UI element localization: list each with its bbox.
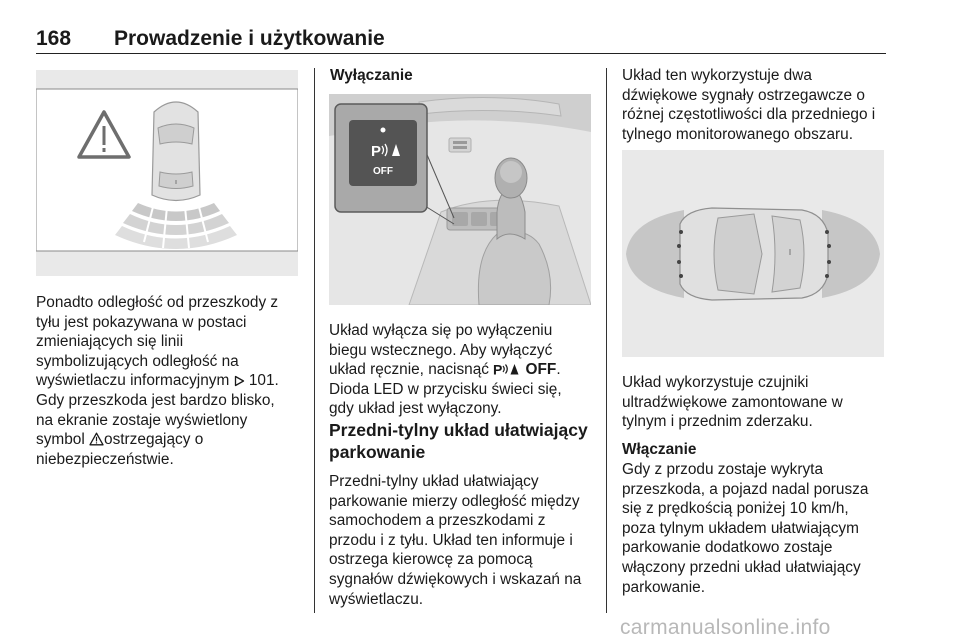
col2-paragraph2 bbox=[329, 472, 604, 609]
text-line: tyłu jest pokazywana w postaci bbox=[36, 313, 247, 331]
rear-parking-display-figure bbox=[36, 70, 298, 276]
reference-arrow-icon[interactable] bbox=[234, 375, 245, 387]
heading-line: parkowanie bbox=[329, 441, 426, 462]
col3-paragraph2 bbox=[622, 373, 892, 432]
text-line: sygnałów dźwiękowych i wskazań na bbox=[329, 570, 582, 588]
text-line: wyświetlaczu. bbox=[329, 590, 424, 608]
svg-text:P: P bbox=[371, 143, 382, 160]
section-heading-off: Wyłączanie bbox=[330, 67, 413, 84]
car-top-view bbox=[680, 208, 828, 300]
text-line: tylnym i przednim zderzaku. bbox=[622, 413, 813, 431]
svg-text:P: P bbox=[493, 362, 503, 377]
page-reference-link[interactable]: 101. bbox=[248, 372, 279, 390]
park-assist-icon bbox=[493, 362, 521, 376]
text-line: różnej częstotliwości dla przedniego i bbox=[622, 106, 876, 124]
text-line: parkowanie dodatkowo zostaje bbox=[622, 539, 833, 557]
sensor-zones-illustration bbox=[622, 150, 884, 357]
page-title: Prowadzenie i użytkowanie bbox=[114, 27, 385, 50]
text-line bbox=[36, 430, 304, 450]
text-fragment: ostrzegający o bbox=[104, 431, 204, 449]
text-line: gdy układ jest wyłączony. bbox=[329, 400, 502, 418]
warning-triangle-icon bbox=[89, 432, 104, 446]
text-line: samochodem a przeszkodami z bbox=[329, 512, 546, 530]
text-line: przodu i z tyłu. Układ ten informuje i bbox=[329, 531, 573, 549]
text-line: ultradźwiękowe zamontowane w bbox=[622, 393, 843, 411]
col3-paragraph3 bbox=[622, 460, 892, 597]
col2-paragraph1 bbox=[329, 321, 599, 419]
text-line: zmieniających się linii bbox=[36, 333, 184, 351]
text-line: Układ wyłącza się po wyłączeniu bbox=[329, 322, 553, 339]
text-line: dźwiękowe sygnały ostrzegawcze o bbox=[622, 86, 865, 104]
text-line: niebezpieczeństwie. bbox=[36, 450, 174, 468]
text-line: symbolizujących odległość na bbox=[36, 352, 239, 370]
text-line: Układ ten wykorzystuje dwa bbox=[622, 67, 812, 84]
section-heading-front-rear bbox=[329, 420, 599, 463]
text-line: parkowanie mierzy odległość między bbox=[329, 492, 580, 510]
off-button-ref: OFF bbox=[525, 361, 557, 379]
text-line: ostrzega kierowcę za pomocą bbox=[329, 551, 533, 569]
text-line: włączony przedni układ ułatwiający bbox=[622, 558, 861, 576]
section-heading-on: Włączanie bbox=[622, 441, 697, 458]
text-line: Gdy z przodu zostaje wykryta bbox=[622, 461, 824, 478]
page-number: 168 bbox=[36, 27, 72, 50]
text-line: przeszkoda, a pojazd nadal porusza bbox=[622, 480, 869, 498]
console-button-figure bbox=[329, 94, 591, 305]
text-fragment: wyświetlaczu informacyjnym bbox=[36, 372, 230, 390]
column-divider-2 bbox=[606, 68, 607, 613]
heading-line: Przedni-tylny układ ułatwiający bbox=[329, 420, 588, 440]
text-line: poza tylnym układem ułatwiającym bbox=[622, 519, 859, 537]
off-button-label: OFF bbox=[373, 166, 393, 177]
text-line: się z prędkością poniżej 10 km/h, bbox=[622, 500, 849, 518]
sensor-zones-figure bbox=[622, 150, 884, 357]
center-console-illustration bbox=[329, 94, 591, 305]
text-fragment: układ ręcznie, nacisnąć bbox=[329, 361, 489, 379]
text-line: parkowanie. bbox=[622, 578, 705, 596]
car-top-view bbox=[152, 102, 200, 201]
text-line: Układ wykorzystuje czujniki bbox=[622, 374, 809, 391]
rear-parking-display-illustration bbox=[36, 70, 298, 276]
text-line bbox=[36, 371, 304, 391]
text-line bbox=[329, 360, 599, 380]
column-divider-1 bbox=[314, 68, 315, 613]
text-line: Przedni-tylny układ ułatwiający bbox=[329, 473, 539, 490]
text-line: tylnego monitorowanego obszaru. bbox=[622, 125, 854, 143]
page-header bbox=[36, 24, 886, 54]
col3-paragraph1 bbox=[622, 66, 892, 144]
text-line: Ponadto odległość od przeszkody z bbox=[36, 294, 279, 311]
text-fragment: . bbox=[556, 361, 561, 379]
col1-paragraph bbox=[36, 293, 304, 469]
text-line: Dioda LED w przycisku świeci się, bbox=[329, 380, 562, 398]
text-fragment: symbol bbox=[36, 431, 85, 449]
text-line: Gdy przeszkoda jest bardzo blisko, bbox=[36, 391, 275, 409]
watermark: carmanualsonline.info bbox=[620, 616, 831, 639]
text-line: biegu wstecznego. Aby wyłączyć bbox=[329, 341, 553, 359]
text-line: na ekranie zostaje wyświetlony bbox=[36, 411, 248, 429]
